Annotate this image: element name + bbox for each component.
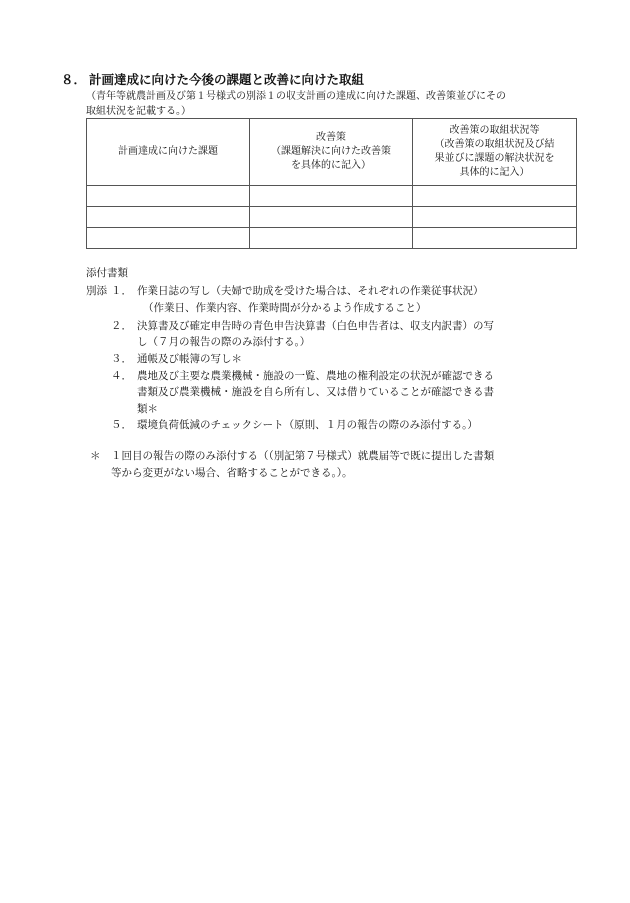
table-row [87,207,577,228]
item-2-number: ２． [111,320,132,332]
section-number: ８． [61,72,87,87]
section-note-line-1: （青年等就農計画及び第１号様式の別添１の収支計画の達成に向けた課題、改善策並びにその [86,91,506,102]
item-4-line-1: 農地及び主要な農業機械・施設の一覧、農地の権利設定の状況が確認できる [137,370,494,382]
item-1-line-1: 作業日誌の写し（夫婦で助成を受けた場合は、それぞれの作業従事状況） [137,285,484,297]
item-1-number: １． [111,285,132,297]
header-line: （課題解決に向けた改善策 [271,146,391,157]
item-3-line-1: 通帳及び帳簿の写し＊ [137,353,242,365]
item-5-line-1: 環境負荷低減のチェックシート（原則、１月の報告の際のみ添付する。） [137,419,478,431]
footnote-line-1: １回目の報告の際のみ添付する（（別記第７号様式）就農届等で既に提出した書類 [111,450,495,462]
item-5-number: ５． [111,419,132,431]
item-2-line-1: 決算書及び確定申告時の青色申告決算書（白色申告者は、収支内訳書）の写 [137,320,494,332]
section-heading [61,70,364,88]
table-cell[interactable] [250,186,413,207]
header-line: 改善策の取組状況等 [449,125,540,136]
section-title: 計画達成に向けた今後の課題と改善に向けた取組 [89,72,365,87]
table-cell[interactable] [87,228,250,249]
item-1-line-2: （作業日、作業内容、作業時間が分かるよう作成すること） [143,302,427,314]
table-row [87,186,577,207]
item-3-number: ３． [111,353,132,365]
header-issues [87,119,250,186]
table-cell[interactable] [413,207,577,228]
table-cell[interactable] [413,186,577,207]
attachments-label: 別添 [86,285,107,297]
table-cell[interactable] [413,228,577,249]
table-cell[interactable] [250,228,413,249]
plan-achievement-table [86,118,577,249]
header-line: を具体的に記入） [291,160,371,171]
item-4-line-3: 類＊ [137,403,158,415]
section-note-line-2: 取組状況を記載する。） [86,106,191,117]
table-header-row [87,119,577,186]
header-improvement [250,119,413,186]
footnote-line-2: 等から変更がない場合、省略することができる。）。 [111,467,353,479]
attachments-title: 添付書類 [86,267,128,279]
header-line: 具体的に記入） [459,167,530,178]
item-4-line-2: 書類及び農業機械・施設を自ら所有し、又は借りていることが確認できる書 [137,386,494,398]
header-line: 果並びに課題の解決状況を [434,153,555,164]
header-line: 改善策 [316,132,346,143]
table-cell[interactable] [250,207,413,228]
header-status [413,119,577,186]
header-line: （改善策の取組状況及び結 [434,139,555,150]
table-cell[interactable] [87,186,250,207]
footnote-mark: ＊ [90,450,101,462]
item-2-line-2: し（７月の報告の際のみ添付する。） [137,336,311,348]
item-4-number: ４． [111,370,132,382]
header-line: 計画達成に向けた課題 [118,146,218,157]
table-row [87,228,577,249]
table-cell[interactable] [87,207,250,228]
